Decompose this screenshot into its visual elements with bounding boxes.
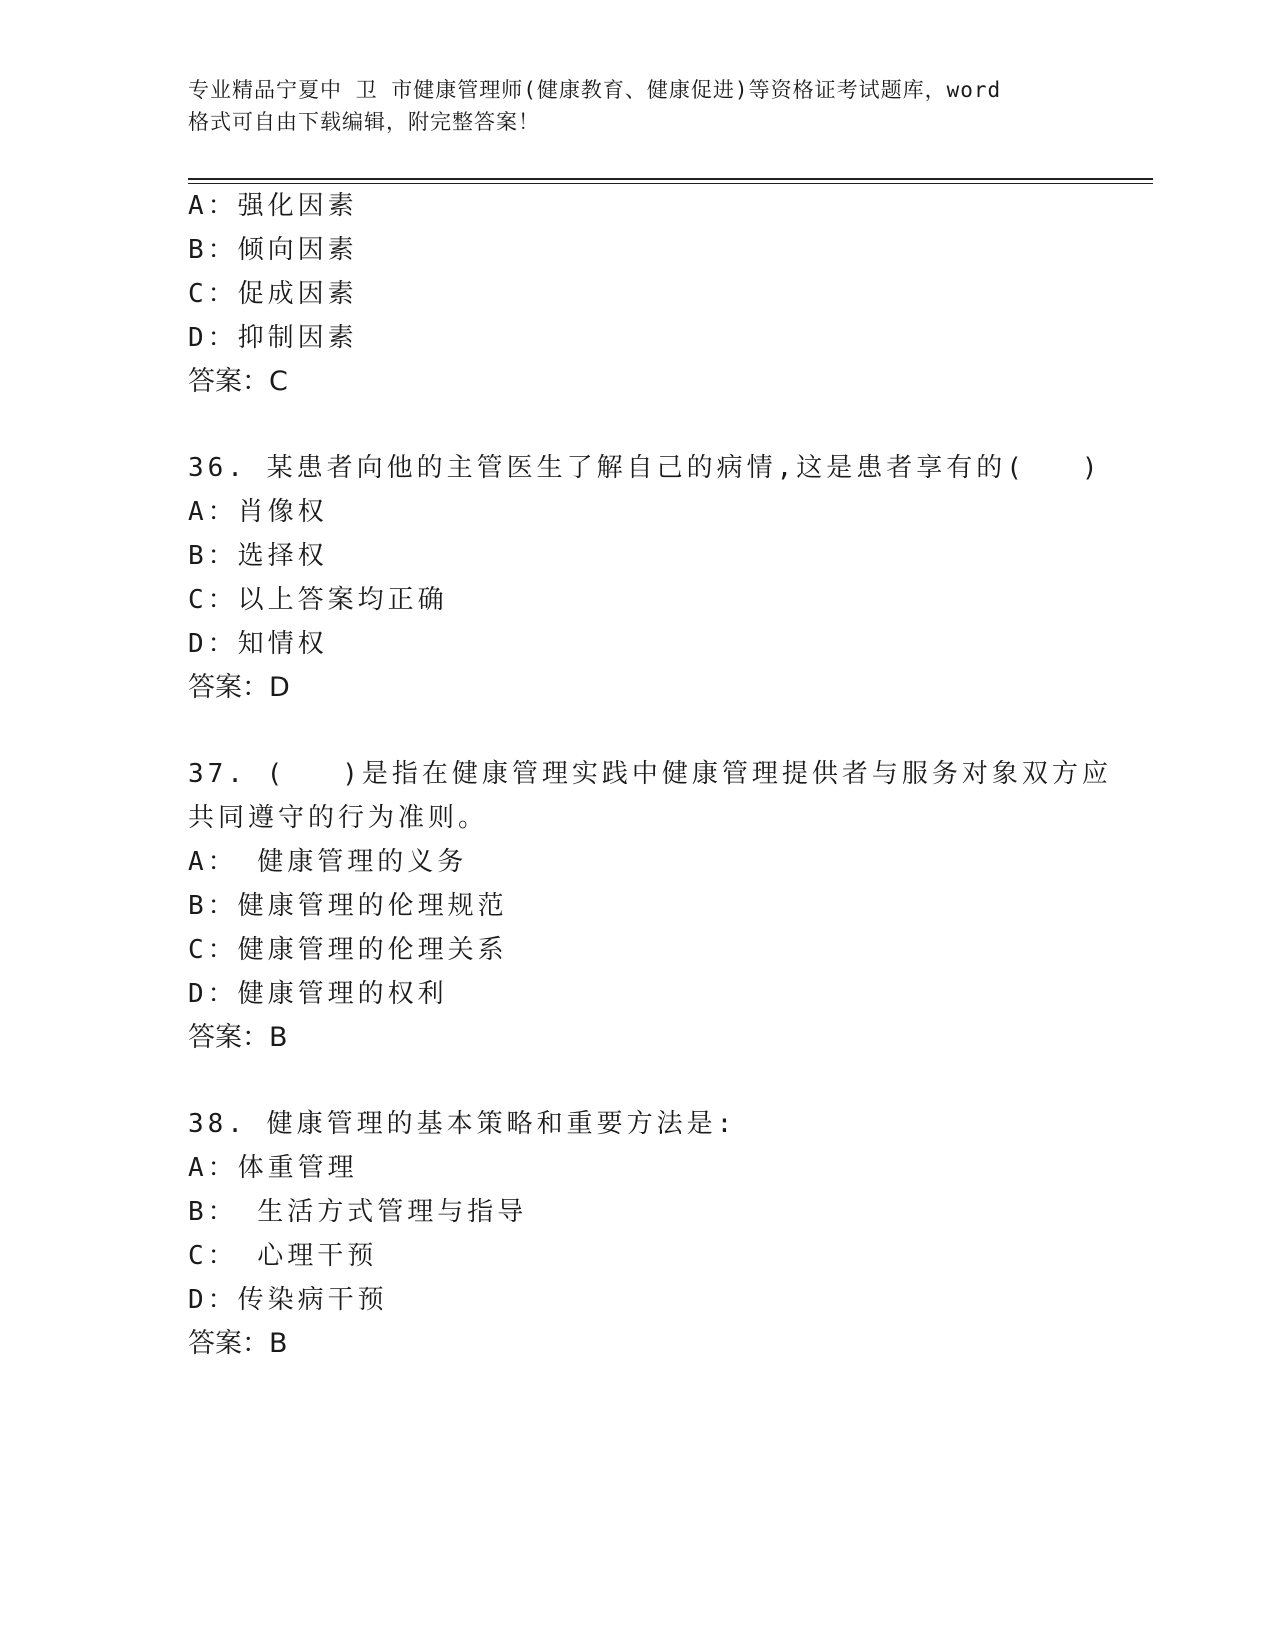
q38-stem: 38. 健康管理的基本策略和重要方法是: [188,1109,737,1139]
q37-option-d: D：健康管理的权利 [188,979,448,1009]
q38-option-d: D：传染病干预 [188,1285,388,1315]
q35-option-a: A：强化因素 [188,191,358,221]
header-divider-thin [188,183,1153,184]
q38-option-c: C： 心理干预 [188,1241,378,1271]
q38-option-a: A：体重管理 [188,1153,358,1183]
q36-stem-close: ) [1081,453,1102,483]
q37-stem-text: 37. ( [188,759,287,789]
q37-stem-rest: )是指在健康管理实践中健康管理提供者与服务对象双方应 [342,759,1112,789]
header-line-2: 格式可自由下载编辑，附完整答案！ [188,110,540,134]
q38-option-b: B： 生活方式管理与指导 [188,1197,528,1227]
q36-stem-text: 36. 某患者向他的主管医生了解自己的病情,这是患者享有的( [188,453,1026,483]
q37-option-a: A： 健康管理的义务 [188,847,468,877]
q35-answer: 答案：C [188,366,288,397]
q37-answer: 答案：B [188,1022,288,1053]
document-header [188,74,1108,138]
q35-option-d: D：抑制因素 [188,323,358,353]
q35-option-c: C：促成因素 [188,279,358,309]
q36-option-c: C：以上答案均正确 [188,585,448,615]
q36-option-d: D：知情权 [188,629,328,659]
q35-option-b: B：倾向因素 [188,235,358,265]
q37-stem-line-2: 共同遵守的行为准则。 [188,803,489,833]
header-line-1: 专业精品宁夏中 卫 市健康管理师(健康教育、健康促进)等资格证考试题库，word [188,78,1002,102]
q36-option-b: B：选择权 [188,541,328,571]
header-divider [188,178,1153,180]
q37-option-c: C：健康管理的伦理关系 [188,935,508,965]
q36-answer: 答案：D [188,672,290,703]
q38-answer: 答案：B [188,1328,288,1359]
q36-option-a: A：肖像权 [188,497,328,527]
q37-option-b: B：健康管理的伦理规范 [188,891,508,921]
q37-stem [188,758,1112,790]
q36-stem [188,452,1102,484]
